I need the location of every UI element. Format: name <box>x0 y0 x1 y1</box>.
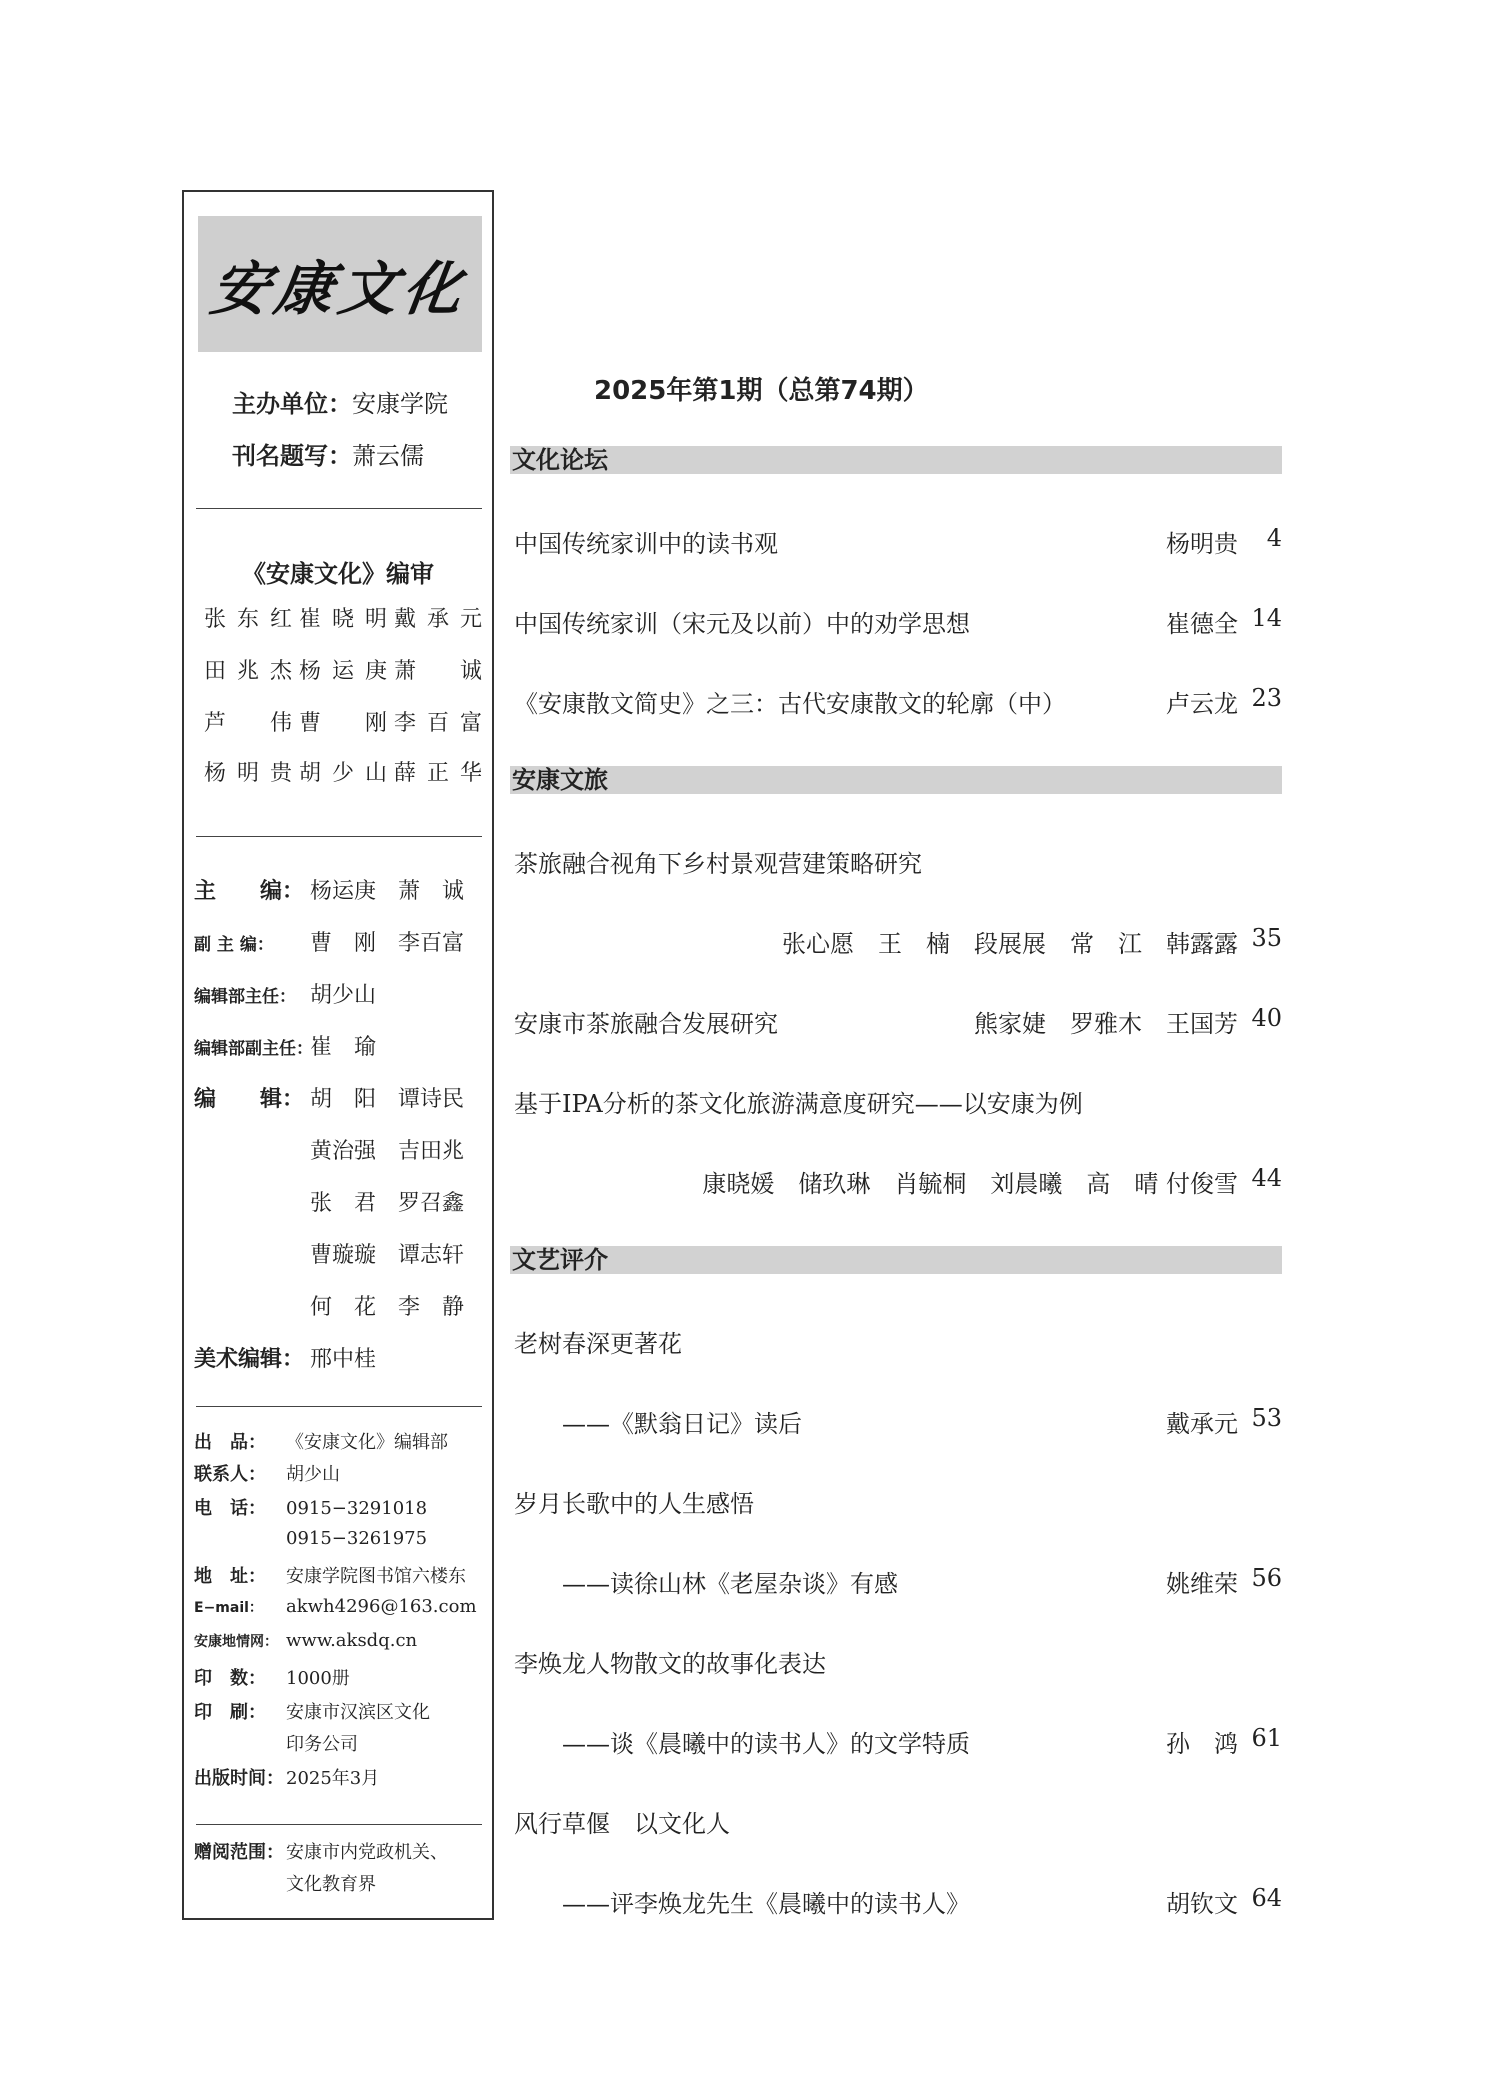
section-heading: 文艺评介 <box>510 1246 1282 1274</box>
staff-names: 崔 瑜 <box>310 1035 377 1060</box>
staff-row <box>194 1290 464 1321</box>
table-of-contents <box>510 0 1284 2094</box>
sponsor-row <box>232 384 448 419</box>
board-member: 曹 刚 <box>299 711 387 736</box>
article-title: 茶旅融合视角下乡村景观营建策略研究 <box>514 850 922 878</box>
board-member: 崔晓明 <box>299 607 387 632</box>
publication-row <box>194 1494 427 1520</box>
publication-value: 0915−3261975 <box>286 1528 428 1549</box>
staff-role: 编辑部副主任： <box>194 1039 313 1059</box>
staff-row <box>194 1238 464 1269</box>
publication-row <box>194 1428 448 1454</box>
publication-label: 出 品： <box>194 1432 266 1453</box>
publication-value: 1000册 <box>286 1668 350 1689</box>
staff-row <box>194 1134 464 1165</box>
article-title: 基于IPA分析的茶文化旅游满意度研究——以安康为例 <box>514 1090 1083 1118</box>
publication-row <box>194 1596 477 1617</box>
board-row <box>204 602 482 633</box>
staff-row <box>194 874 464 905</box>
divider <box>196 1406 482 1407</box>
publication-label: 联系人： <box>194 1464 266 1485</box>
article-title: 中国传统家训中的读书观 <box>514 530 778 558</box>
journal-logo <box>198 216 482 352</box>
section-heading: 安康文旅 <box>510 766 1282 794</box>
staff-names: 曹 刚 李百富 <box>310 931 465 956</box>
article-author: 孙 鸿 <box>1166 1730 1238 1758</box>
publication-label: 电 话： <box>194 1498 266 1519</box>
publication-value: 《安康文化》编辑部 <box>286 1432 448 1453</box>
publication-value: 印务公司 <box>286 1734 358 1755</box>
sponsor-value: 安康学院 <box>352 390 448 418</box>
title-writer-value: 萧云儒 <box>352 442 424 470</box>
article-author: 杨明贵 <box>1166 530 1238 558</box>
staff-row <box>194 1030 376 1061</box>
article-title: 安康市茶旅融合发展研究 <box>514 1010 778 1038</box>
publication-value: 安康学院图书馆六楼东 <box>286 1566 466 1587</box>
publication-value: 安康市汉滨区文化 <box>286 1702 430 1723</box>
article-title: ——谈《晨曦中的读书人》的文学特质 <box>514 1730 970 1758</box>
article-title: ——评李焕龙先生《晨曦中的读书人》 <box>514 1890 970 1918</box>
page-number: 35 <box>1251 924 1282 952</box>
board-member: 李百富 <box>394 711 482 736</box>
publication-value: 0915−3291018 <box>286 1498 428 1519</box>
board-title: 《安康文化》编审 <box>242 560 434 588</box>
staff-role: 美术编辑： <box>194 1347 305 1372</box>
board-row <box>204 654 482 685</box>
article-author: 熊家婕 罗雅木 王国芳 <box>974 1010 1238 1038</box>
issue-title: 2025年第1期（总第74期） <box>594 376 929 406</box>
board-member: 杨运庚 <box>299 659 387 684</box>
publication-row <box>194 1562 466 1588</box>
publication-label: 出版时间： <box>194 1768 284 1789</box>
staff-names: 曹璇璇 谭志轩 <box>310 1243 465 1268</box>
section-heading: 文化论坛 <box>510 446 1282 474</box>
title-writer-row <box>232 436 424 471</box>
page-number: 53 <box>1251 1404 1282 1432</box>
publication-label: 印 数： <box>194 1668 266 1689</box>
article-author: 姚维荣 <box>1166 1570 1238 1598</box>
staff-row <box>194 978 376 1009</box>
board-member: 胡少山 <box>299 761 387 786</box>
article-author: 戴承元 <box>1166 1410 1238 1438</box>
publication-label: E−mail： <box>194 1600 263 1616</box>
page-number: 56 <box>1251 1564 1282 1592</box>
staff-row <box>194 926 464 957</box>
article-title: ——读徐山林《老屋杂谈》有感 <box>514 1570 898 1598</box>
article-author: 卢云龙 <box>1166 690 1238 718</box>
page-number: 4 <box>1266 524 1282 552</box>
publication-row <box>194 1698 430 1724</box>
staff-role: 主 编： <box>194 879 305 904</box>
article-title: ——《默翁日记》读后 <box>514 1410 802 1438</box>
page-number: 40 <box>1251 1004 1282 1032</box>
staff-names: 杨运庚 萧 诚 <box>310 879 465 904</box>
publication-label: 安康地情网： <box>194 1634 278 1650</box>
board-member: 芦 伟 <box>204 711 292 736</box>
staff-role: 副 主 编： <box>194 935 274 955</box>
staff-row <box>194 1342 376 1373</box>
masthead-panel <box>182 190 494 1920</box>
publication-row <box>194 1870 376 1896</box>
staff-names: 何 花 李 静 <box>310 1295 465 1320</box>
article-author: 张心愿 王 楠 段展展 常 江 韩露露 <box>782 930 1238 958</box>
publication-row <box>194 1664 350 1690</box>
divider <box>196 836 482 837</box>
staff-row <box>194 1082 464 1113</box>
publication-row <box>194 1460 340 1486</box>
staff-role: 编 辑： <box>194 1087 305 1112</box>
article-title: 李焕龙人物散文的故事化表达 <box>514 1650 826 1678</box>
publication-value: 文化教育界 <box>286 1874 376 1895</box>
article-author: 崔德全 <box>1166 610 1238 638</box>
publication-value: 胡少山 <box>286 1464 340 1485</box>
board-member: 张东红 <box>204 607 292 632</box>
publication-row <box>194 1730 358 1756</box>
article-title: 中国传统家训（宋元及以前）中的劝学思想 <box>514 610 970 638</box>
publication-row <box>194 1630 417 1651</box>
board-member: 田兆杰 <box>204 659 292 684</box>
article-title: 岁月长歌中的人生感悟 <box>514 1490 754 1518</box>
publication-value: akwh4296@163.com <box>286 1596 477 1617</box>
article-title: 《安康散文简史》之三：古代安康散文的轮廓（中） <box>514 690 1066 718</box>
staff-names: 胡少山 <box>310 983 377 1008</box>
article-author: 康晓媛 储玖琳 肖毓桐 刘晨曦 高 晴 付俊雪 <box>702 1170 1238 1198</box>
publication-label: 地 址： <box>194 1566 266 1587</box>
staff-names: 张 君 罗召鑫 <box>310 1191 465 1216</box>
page-number: 61 <box>1251 1724 1282 1752</box>
article-title: 老树春深更著花 <box>514 1330 682 1358</box>
publication-value: 2025年3月 <box>286 1768 380 1789</box>
publication-row <box>194 1528 427 1549</box>
article-author: 胡钦文 <box>1166 1890 1238 1918</box>
staff-role: 编辑部主任： <box>194 987 296 1007</box>
publication-label: 赠阅范围： <box>194 1842 284 1863</box>
page-number: 14 <box>1251 604 1282 632</box>
board-row <box>204 756 482 787</box>
board-member: 薛正华 <box>394 761 482 786</box>
board-row <box>204 706 482 737</box>
page-number: 23 <box>1251 684 1282 712</box>
staff-names: 邢中桂 <box>310 1347 377 1372</box>
article-title: 风行草偃 以文化人 <box>514 1810 730 1838</box>
divider <box>196 508 482 509</box>
staff-names: 黄治强 吉田兆 <box>310 1139 465 1164</box>
journal-logo-text: 安康文化 <box>206 255 473 323</box>
publication-value: www.aksdq.cn <box>286 1630 418 1651</box>
staff-names: 胡 阳 谭诗民 <box>310 1087 465 1112</box>
staff-row <box>194 1186 464 1217</box>
divider <box>196 1824 482 1825</box>
board-member: 戴承元 <box>394 607 482 632</box>
page-number: 44 <box>1251 1164 1282 1192</box>
publication-row <box>194 1838 448 1864</box>
publication-value: 安康市内党政机关、 <box>286 1842 448 1863</box>
board-member: 萧 诚 <box>394 659 482 684</box>
publication-label: 印 刷： <box>194 1702 266 1723</box>
page-number: 64 <box>1251 1884 1282 1912</box>
publication-row <box>194 1764 379 1790</box>
title-writer-label: 刊名题写： <box>232 442 352 470</box>
sponsor-label: 主办单位： <box>232 390 352 418</box>
board-member: 杨明贵 <box>204 761 292 786</box>
